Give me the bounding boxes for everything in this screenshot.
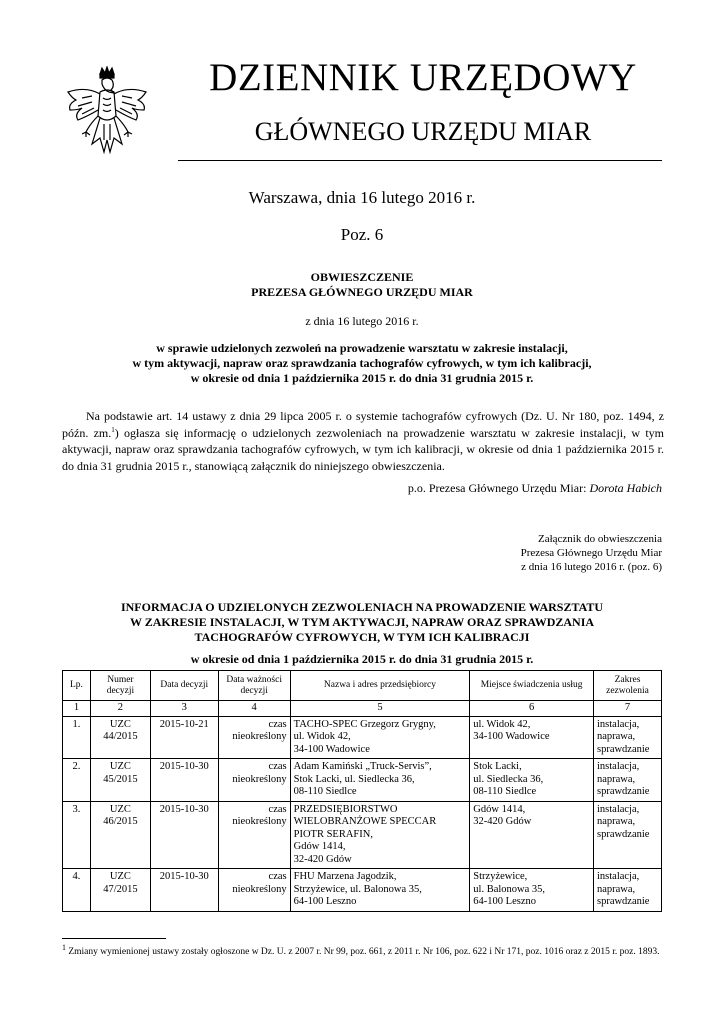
cell-decision-number: UZC 45/2015 — [90, 759, 150, 802]
column-header: Miejsce świadczenia usług — [470, 671, 594, 701]
cell-scope: instalacja, naprawa, sprawdzanie — [593, 716, 661, 759]
cell-company: PRZEDSIĘBIORSTWO WIELOBRANŻOWE SPECCAR PIOTR SERAFIN, Gdów 1414, 32-420 Gdów — [290, 801, 470, 869]
journal-subtitle: GŁÓWNEGO URZĘDU MIAR — [254, 117, 592, 146]
annex-line1: Załącznik do obwieszczenia — [538, 533, 662, 545]
column-header: Lp. — [63, 671, 91, 701]
annex-title-line3: TACHOGRAFÓW CYFROWYCH, W TYM ICH KALIBRACJI — [194, 630, 530, 644]
table-row — [63, 801, 662, 869]
cell-service-place: Gdów 1414, 32-420 Gdów — [470, 801, 594, 869]
signature-name: Dorota Habich — [589, 481, 662, 495]
polish-eagle-emblem-icon — [62, 66, 152, 166]
cell-company: TACHO-SPEC Grzegorz Grygny, ul. Widok 42, 34-100 Wadowice — [290, 716, 470, 759]
cell-company: FHU Marzena Jagodzik, Strzyżewice, ul. Balonowa 35, 64-100 Leszno — [290, 869, 470, 912]
cell-decision-date: 2015-10-30 — [150, 801, 218, 869]
cell-service-place: Strzyżewice, ul. Balonowa 35, 64-100 Leszno — [470, 869, 594, 912]
column-number: 3 — [150, 701, 218, 717]
cell-service-place: Stok Lacki, ul. Siedlecka 36, 08-110 Siedlce — [470, 759, 594, 802]
cell-validity: czas nieokreślony — [218, 716, 290, 759]
cell-scope: instalacja, naprawa, sprawdzanie — [593, 801, 661, 869]
annex-reference — [521, 532, 662, 574]
column-header: Zakres zezwolenia — [593, 671, 661, 701]
cell-validity: czas nieokreślony — [218, 759, 290, 802]
body-text-part1: Na podstawie art. 14 ustawy z dnia 29 lipca 2005 r. o systemie tachografów cyfrowych (Dz. U. Nr 180, poz. 1494, z późn. zm. — [62, 409, 664, 440]
column-number: 6 — [470, 701, 594, 717]
cell-decision-number: UZC 46/2015 — [90, 801, 150, 869]
signature-prefix: p.o. Prezesa Głównego Urzędu Miar: — [407, 481, 590, 495]
annex-title-line1: INFORMACJA O UDZIELONYCH ZEZWOLENIACH NA PROWADZENIE WARSZTATU — [120, 600, 604, 614]
table-header-row — [63, 671, 662, 701]
column-number: 2 — [90, 701, 150, 717]
footnote — [62, 942, 664, 958]
footnote-mark: 1 — [62, 943, 66, 952]
position-number: Poz. 6 — [340, 225, 384, 244]
cell-service-place: ul. Widok 42, 34-100 Wadowice — [470, 716, 594, 759]
column-number-row — [63, 701, 662, 717]
notice-date: z dnia 16 lutego 2016 r. — [305, 314, 419, 328]
notice-type: OBWIESZCZENIE — [310, 270, 414, 284]
table-row — [63, 716, 662, 759]
cell-scope: instalacja, naprawa, sprawdzanie — [593, 759, 661, 802]
footnote-divider — [62, 938, 166, 939]
table-row — [63, 869, 662, 912]
header-divider — [178, 160, 662, 161]
body-text-part2: ) ogłasza się informację o udzielonych zezwoleniach na prowadzenie warsztatu w zakresie instalacji, w tym aktywacji, napraw oraz sprawdzania tachografów cyfrowych, w tym ich kalibracji, w okresie od dnia 1 października 2015 r. do dnia 31 grudnia 2015 r., stanowiącą załącznik do niniejszego obwieszczenia. — [62, 425, 664, 473]
notice-subject-line3: w okresie od dnia 1 października 2015 r. do dnia 31 grudnia 2015 r. — [190, 371, 534, 385]
body-paragraph — [62, 408, 664, 474]
issue-date: Warszawa, dnia 16 lutego 2016 r. — [248, 188, 476, 207]
cell-validity: czas nieokreślony — [218, 801, 290, 869]
annex-line3: z dnia 16 lutego 2016 r. (poz. 6) — [521, 561, 662, 573]
column-header: Data ważności decyzji — [218, 671, 290, 701]
journal-title: DZIENNIK URZĘDOWY — [209, 56, 637, 99]
cell-decision-date: 2015-10-30 — [150, 869, 218, 912]
footnote-reference[interactable]: 1 — [111, 425, 115, 434]
annex-title-line2: W ZAKRESIE INSTALACJI, W TYM AKTYWACJI, NAPRAW ORAZ SPRAWDZANIA — [129, 615, 595, 629]
notice-issuer: PREZESA GŁÓWNEGO URZĘDU MIAR — [251, 285, 473, 299]
column-number: 5 — [290, 701, 470, 717]
column-number: 4 — [218, 701, 290, 717]
column-header: Data decyzji — [150, 671, 218, 701]
cell-decision-date: 2015-10-30 — [150, 759, 218, 802]
signature — [408, 481, 662, 496]
footnote-text: Zmiany wymienionej ustawy zostały ogłoszone w Dz. U. z 2007 r. Nr 99, poz. 661, z 2011 r. Nr 106, poz. 622 i Nr 171, poz. 1016 oraz z 2015 r. poz. 1893. — [68, 947, 660, 958]
cell-lp: 3. — [63, 801, 91, 869]
column-header: Numer decyzji — [90, 671, 150, 701]
notice-subject-line2: w tym aktywacji, napraw oraz sprawdzania tachografów cyfrowych, w tym ich kalibracji, — [132, 356, 592, 370]
cell-decision-number: UZC 44/2015 — [90, 716, 150, 759]
column-number: 7 — [593, 701, 661, 717]
permits-table — [62, 670, 662, 912]
cell-lp: 2. — [63, 759, 91, 802]
cell-decision-number: UZC 47/2015 — [90, 869, 150, 912]
column-header: Nazwa i adres przedsiębiorcy — [290, 671, 470, 701]
annex-line2: Prezesa Głównego Urzędu Miar — [520, 547, 662, 559]
cell-lp: 1. — [63, 716, 91, 759]
cell-scope: instalacja, naprawa, sprawdzanie — [593, 869, 661, 912]
column-number: 1 — [63, 701, 91, 717]
annex-period: w okresie od dnia 1 października 2015 r. do dnia 31 grudnia 2015 r. — [190, 652, 534, 666]
cell-company: Adam Kamiński „Truck-Servis”, Stok Lacki, ul. Siedlecka 36, 08-110 Siedlce — [290, 759, 470, 802]
cell-decision-date: 2015-10-21 — [150, 716, 218, 759]
cell-lp: 4. — [63, 869, 91, 912]
table-row — [63, 759, 662, 802]
cell-validity: czas nieokreślony — [218, 869, 290, 912]
notice-subject-line1: w sprawie udzielonych zezwoleń na prowadzenie warsztatu w zakresie instalacji, — [156, 341, 568, 355]
